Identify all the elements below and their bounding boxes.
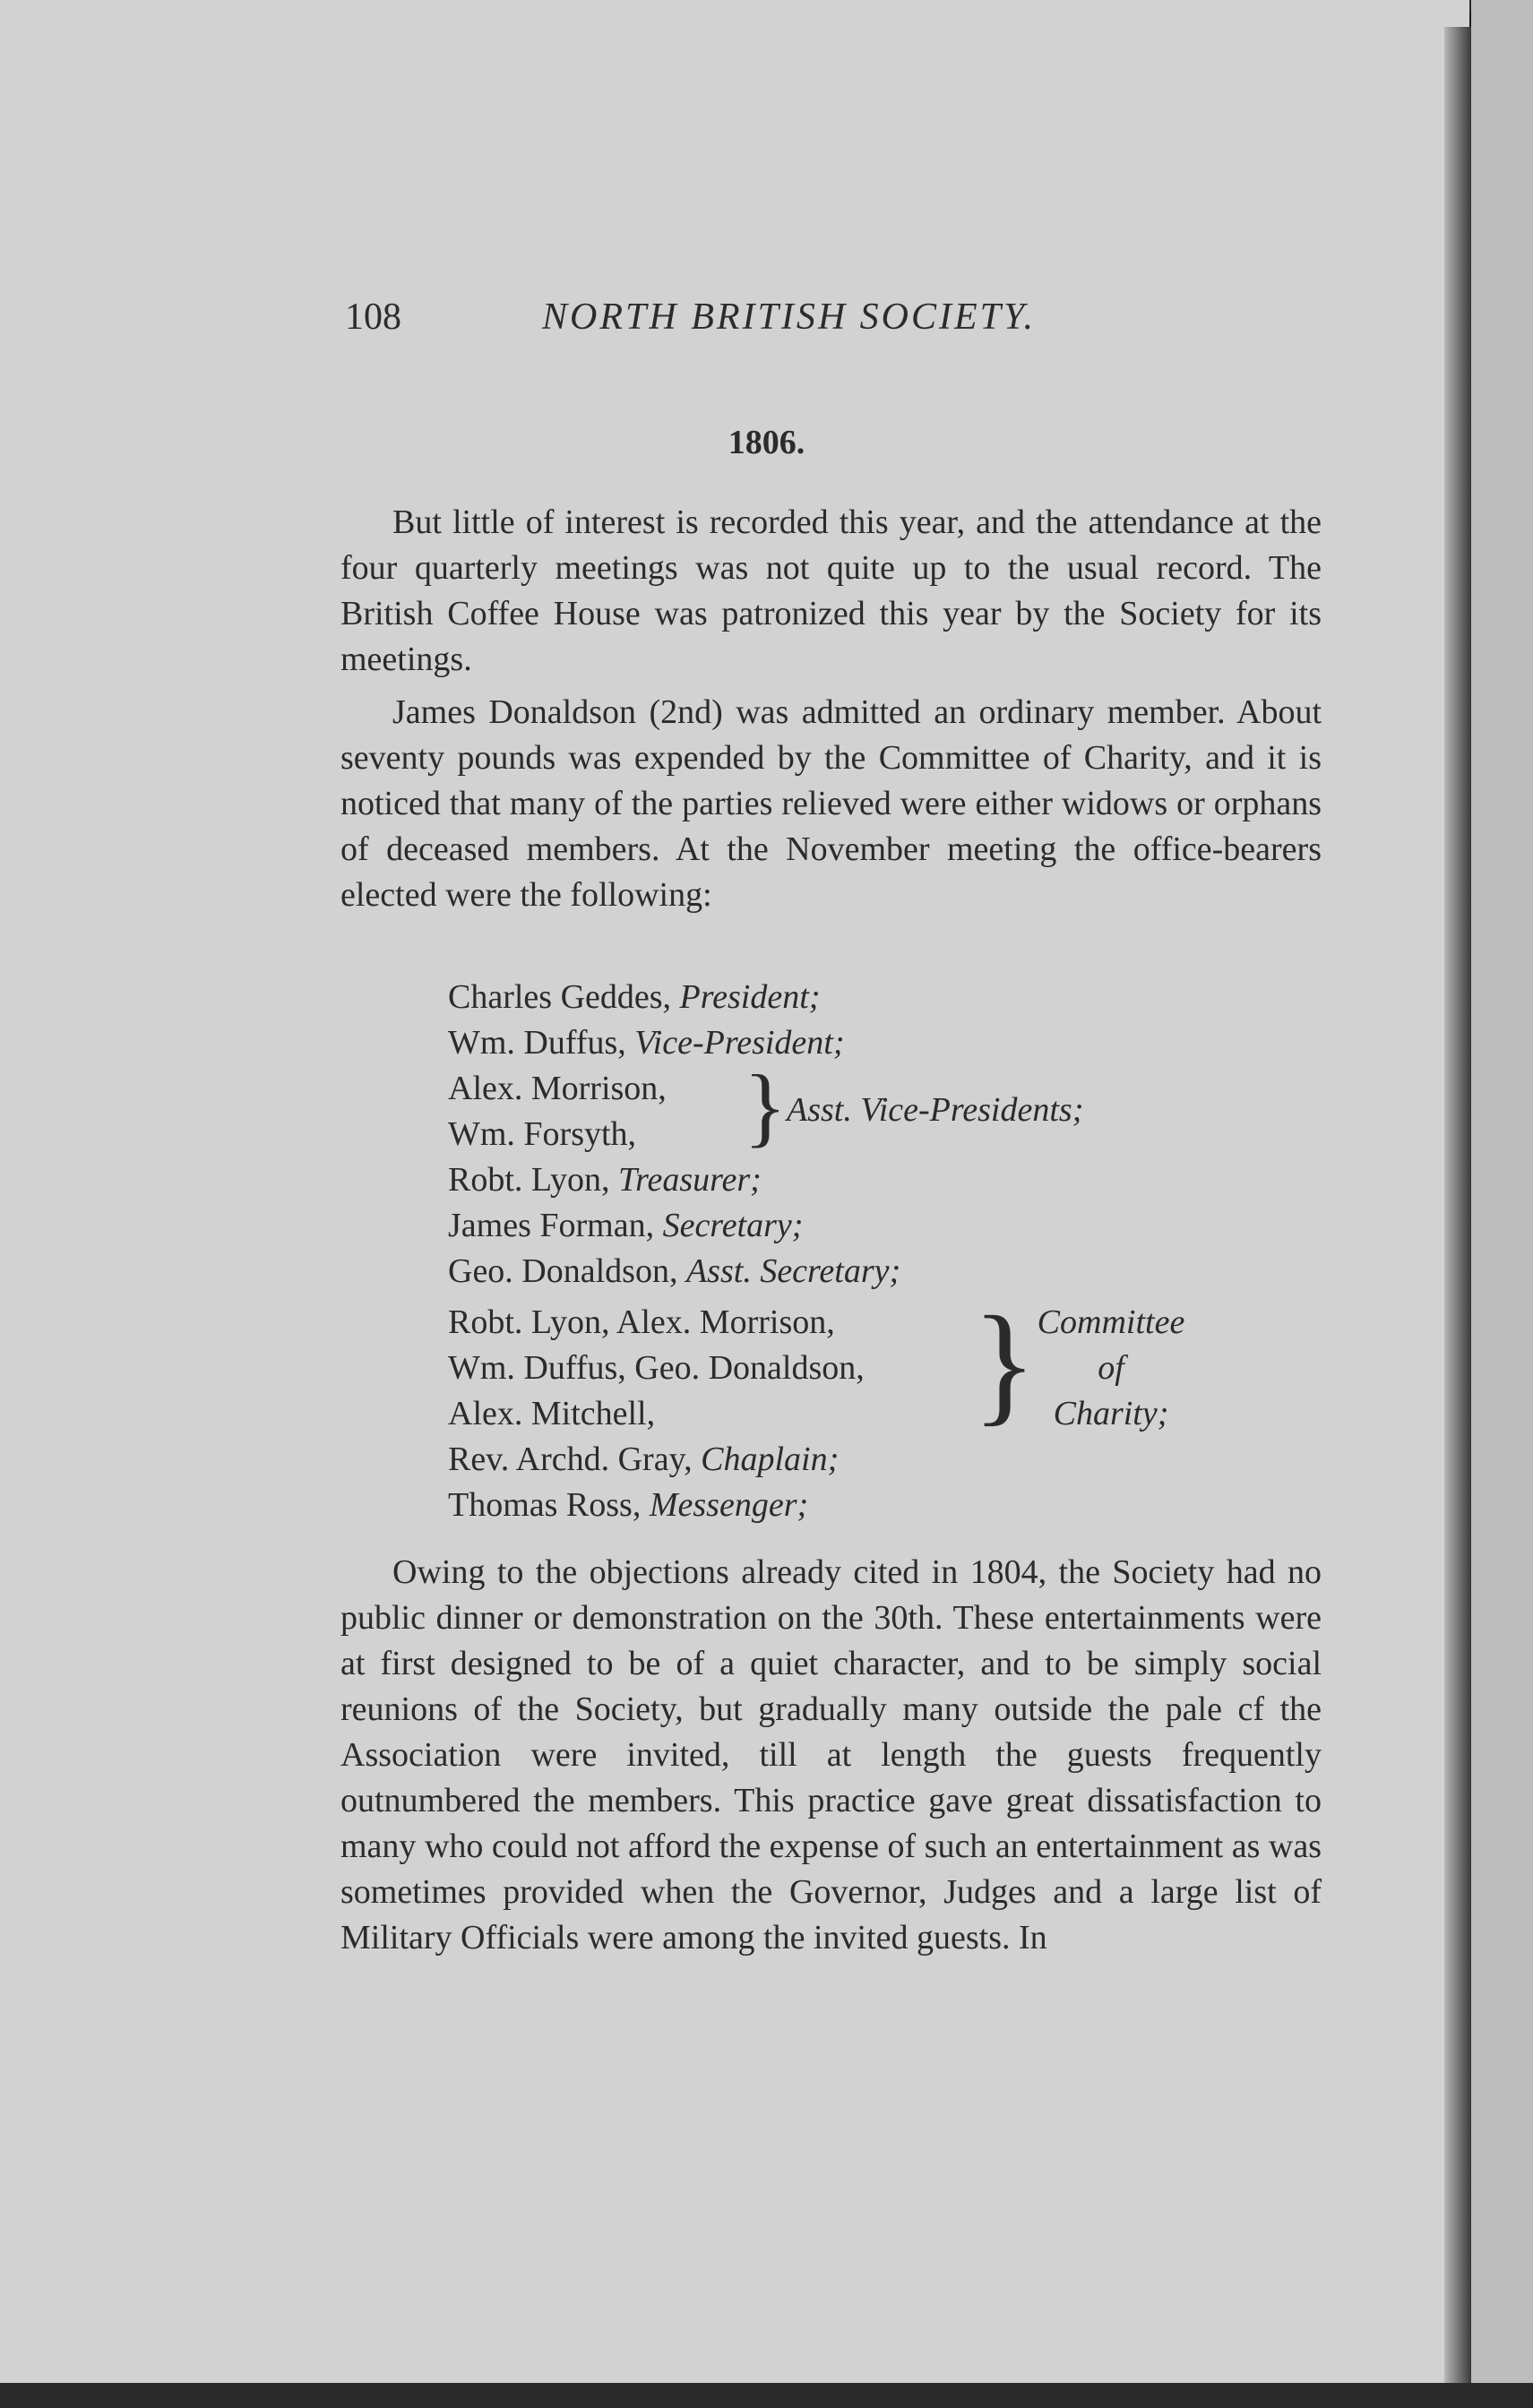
officer-role: President; [679, 978, 821, 1016]
officer-role-group [1021, 1300, 1201, 1437]
officer-treasurer [448, 1157, 1254, 1203]
paragraph-3 [340, 1550, 1322, 1961]
page-header [345, 296, 1322, 349]
paragraph-text: James Donaldson (2nd) was admitted an ordinary member. About seventy pounds was expended by the Committee of Charity, and it is noticed that many of the parties relieved were either widows or orphans of deceased members. At the November meeting the office-bearers elected were the following: [340, 693, 1322, 914]
officer-role: Treasurer; [618, 1161, 762, 1199]
officer-role: Secretary; [662, 1207, 804, 1244]
paragraph-2 [340, 690, 1322, 918]
officer-name: Wm. Forsyth, [448, 1115, 637, 1153]
page-edge-shadow [1444, 27, 1471, 2392]
officer-asst-vice-presidents [448, 1056, 1254, 1157]
officer-chaplain [448, 1437, 1254, 1483]
officer-role: Committee [1037, 1303, 1185, 1341]
officer-role: Asst. Secretary; [685, 1252, 901, 1290]
brace-symbol: } [972, 1289, 1037, 1438]
page-number: 108 [345, 297, 401, 338]
officer-asst-secretary [448, 1249, 1254, 1294]
officer-name: Alex. Mitchell, [448, 1395, 656, 1432]
scan-bottom-border [0, 2383, 1533, 2408]
officer-role: Charity; [1053, 1395, 1169, 1432]
officer-messenger [448, 1483, 1254, 1528]
paragraph-1 [340, 500, 1322, 683]
officer-committee-of-charity [448, 1289, 1254, 1438]
officer-role: Asst. Vice-Presidents; [787, 1091, 1084, 1129]
officer-name: James Forman, [448, 1207, 655, 1244]
officer-name: Robt. Lyon, [448, 1161, 610, 1199]
officer-name: Wm. Duffus, [448, 1024, 626, 1062]
officer-name: Alex. Morrison, [448, 1070, 667, 1107]
officer-role: Chaplain; [701, 1440, 840, 1478]
officer-name: Thomas Ross, [448, 1486, 642, 1524]
officer-role: Vice-President; [634, 1024, 845, 1062]
officer-name: Rev. Archd. Gray, [448, 1440, 693, 1478]
officer-name: Geo. Donaldson, [448, 1252, 678, 1290]
officer-role: of [1098, 1349, 1124, 1387]
officer-name: Robt. Lyon, Alex. Morrison, [448, 1303, 835, 1341]
section-year-heading: 1806. [728, 424, 805, 461]
officer-role: Messenger; [649, 1486, 809, 1524]
officer-president [448, 975, 1254, 1020]
officer-name: Wm. Duffus, Geo. Donaldson, [448, 1349, 865, 1387]
scan-right-margin [1471, 0, 1533, 2408]
paragraph-text: Owing to the objections already cited in 1804, the Society had no public dinner or demonstration on the 30th. These entertainments were at first designed to be of a quiet character, and to be simply social reunions of the Society, but gradually many outside the pale cf the Association were invited, till at length the guests frequently outnumbered the members. This practice gave great dissatisfaction to many who could not afford the expense of such an entertainment as was sometimes provided when the Governor, Judges and a large list of Military Officials were among the invited guests. In [340, 1553, 1322, 1956]
running-title: NORTH BRITISH SOCIETY. [542, 297, 1037, 338]
officer-name: Charles Geddes, [448, 978, 672, 1016]
paragraph-text: But little of interest is recorded this year, and the attendance at the four quarterly meetings was not quite up to the usual record. The British Coffee House was patronized this year by the Society for its meetings. [340, 503, 1322, 678]
brace-symbol: } [744, 1056, 787, 1156]
officer-vice-president [448, 1020, 1254, 1066]
officer-secretary [448, 1203, 1254, 1249]
officers-list [448, 975, 1254, 1528]
